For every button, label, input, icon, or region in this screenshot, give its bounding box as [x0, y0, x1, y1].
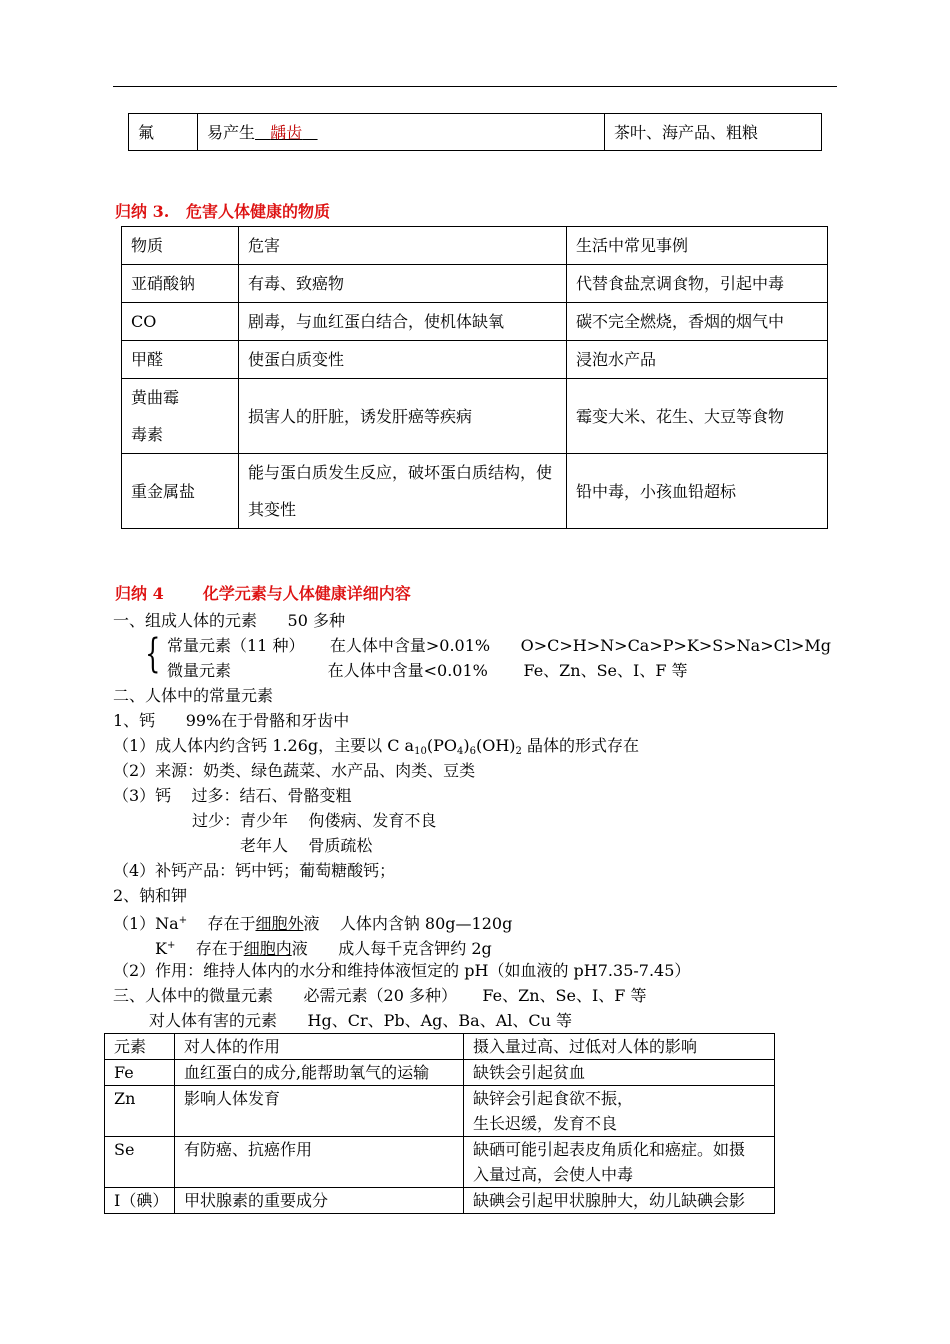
- text-line: 常量元素（11 种） 在人体中含量>0.01% O>C>H>N>Ca>P>K>S>Na>Cl>Mg: [167, 636, 831, 655]
- text-line: [113, 735, 639, 763]
- text-line: （4）补钙产品：钙中钙；葡萄糖酸钙；: [113, 861, 396, 880]
- cell: 甲醛: [122, 341, 239, 379]
- table-row: [122, 454, 828, 529]
- cell-line: 黄曲霉: [131, 388, 180, 407]
- text-line: 过少：青少年 佝偻病、发育不良: [192, 811, 437, 830]
- cell: 缺铁会引起贫血: [464, 1060, 775, 1086]
- subscript: 10: [414, 746, 427, 757]
- underlined-term: 细胞内: [243, 939, 292, 958]
- cell: I（碘）: [105, 1188, 175, 1214]
- table-row: [122, 341, 828, 379]
- cell: 有毒、致癌物: [239, 265, 567, 303]
- text-line: 微量元素 在人体中含量<0.01% Fe、Zn、Se、I、F 等: [167, 661, 688, 680]
- table-row: [105, 1086, 775, 1137]
- trace-elements-table: [104, 1033, 775, 1214]
- superscript: +: [178, 915, 188, 926]
- superscript: +: [166, 940, 176, 951]
- header-rule: [113, 86, 837, 87]
- text-line: 二、人体中的常量元素: [113, 686, 274, 705]
- fluorine-table: [128, 113, 822, 151]
- cell: 血红蛋白的成分,能帮助氧气的运输: [175, 1060, 464, 1086]
- section4-heading: 归纳 4 化学元素与人体健康详细内容: [115, 584, 411, 603]
- harmful-substances-table: [121, 226, 828, 529]
- header-cell: 对人体的作用: [175, 1034, 464, 1060]
- subscript: 6: [469, 746, 476, 757]
- cell: 甲状腺素的重要成分: [175, 1188, 464, 1214]
- cell-line: 毒素: [131, 425, 164, 444]
- table-header-row: [122, 227, 828, 265]
- text-span: （1）Na: [113, 914, 179, 933]
- cell: 剧毒，与血红蛋白结合，使机体缺氧: [239, 303, 567, 341]
- text-span: 液 成人每千克含钾约 2g: [291, 939, 492, 958]
- text-line: 老年人 骨质疏松: [240, 836, 373, 855]
- table-row: [122, 265, 828, 303]
- text-span: (OH): [475, 736, 516, 755]
- cell: [198, 114, 605, 151]
- cell: Zn: [105, 1086, 175, 1137]
- table-row: [122, 303, 828, 341]
- cell: 亚硝酸钠: [122, 265, 239, 303]
- cell-line: 缺锌会引起食欲不振，: [473, 1089, 634, 1108]
- cell: 有防癌、抗癌作用: [175, 1137, 464, 1188]
- text-line: [155, 935, 492, 960]
- cell: 重金属盐: [122, 454, 239, 529]
- header-cell: 物质: [122, 227, 239, 265]
- cell: Fe: [105, 1060, 175, 1086]
- text-span: 晶体的形式存在: [521, 736, 639, 755]
- text-span: 存在于: [175, 939, 244, 958]
- text-line: （2）来源：奶类、绿色蔬菜、水产品、肉类、豆类: [113, 761, 476, 780]
- header-cell: 危害: [239, 227, 567, 265]
- curly-brace: {: [145, 631, 161, 677]
- text-line: [113, 910, 512, 935]
- underlined-term: 细胞外: [255, 914, 304, 933]
- header-cell: 摄入量过高、过低对人体的影响: [464, 1034, 775, 1060]
- header-cell: 生活中常见事例: [567, 227, 828, 265]
- cell: 茶叶、海产品、粗粮: [605, 114, 822, 151]
- table-row: [122, 379, 828, 454]
- cell: 浸泡水产品: [567, 341, 828, 379]
- cell: [464, 1137, 775, 1188]
- text-line: 三、人体中的微量元素 必需元素（20 多种） Fe、Zn、Se、I、F 等: [113, 986, 647, 1005]
- table-row: [105, 1137, 775, 1188]
- cell-line: 入量过高，会使人中毒: [473, 1165, 634, 1184]
- text-span: K: [155, 939, 167, 958]
- cell-line: 生长迟缓，发育不良: [473, 1114, 618, 1133]
- cell: 碳不完全燃烧，香烟的烟气中: [567, 303, 828, 341]
- cell: [464, 1086, 775, 1137]
- cell: 损害人的肝脏，诱发肝癌等疾病: [239, 379, 567, 454]
- cell: 氟: [129, 114, 198, 151]
- cell: 霉变大米、花生、大豆等食物: [567, 379, 828, 454]
- cell-text: 易产生: [207, 122, 256, 142]
- cell: 缺碘会引起甲状腺肿大，幼儿缺碘会影: [464, 1188, 775, 1214]
- header-cell: 元素: [105, 1034, 175, 1060]
- table-row: [105, 1060, 775, 1086]
- text-span: (PO: [426, 736, 457, 755]
- text-line: 2、钠和钾: [113, 886, 188, 905]
- cell: CO: [122, 303, 239, 341]
- text-line: 1、钙 99%在于骨骼和牙齿中: [113, 711, 350, 730]
- cell: 影响人体发育: [175, 1086, 464, 1137]
- cell: 铅中毒，小孩血铅超标: [567, 454, 828, 529]
- table-row: [105, 1188, 775, 1214]
- text-span: （1）成人体内约含钙 1.26g，主要以 C a: [113, 736, 415, 755]
- fill-in-answer: 龋齿: [270, 122, 303, 142]
- cell: [239, 454, 567, 529]
- section3-heading: 归纳 3. 危害人体健康的物质: [115, 202, 330, 221]
- text-span: ): [463, 736, 470, 755]
- cell-line: 其变性: [248, 500, 297, 519]
- table-header-row: [105, 1034, 775, 1060]
- cell: [122, 379, 239, 454]
- text-line: 对人体有害的元素 Hg、Cr、Pb、Ag、Ba、Al、Cu 等: [149, 1011, 573, 1030]
- text-line: （3）钙 过多：结石、骨骼变粗: [113, 786, 352, 805]
- subscript: 2: [515, 746, 522, 757]
- cell: 代替食盐烹调食物，引起中毒: [567, 265, 828, 303]
- cell-line: 能与蛋白质发生反应，破坏蛋白质结构，使: [248, 463, 553, 482]
- table-row: [129, 114, 822, 151]
- text-span: 存在于: [187, 914, 256, 933]
- cell-line: 缺硒可能引起表皮角质化和癌症。如摄: [473, 1140, 746, 1159]
- text-span: 液 人体内含钠 80g—120g: [303, 914, 513, 933]
- subscript: 4: [456, 746, 464, 757]
- cell: 使蛋白质变性: [239, 341, 567, 379]
- cell: Se: [105, 1137, 175, 1188]
- text-line: 一、组成人体的元素 50 多种: [113, 611, 345, 630]
- text-line: （2）作用：维持人体内的水分和维持体液恒定的 pH（如血液的 pH7.35-7.45）: [113, 961, 691, 980]
